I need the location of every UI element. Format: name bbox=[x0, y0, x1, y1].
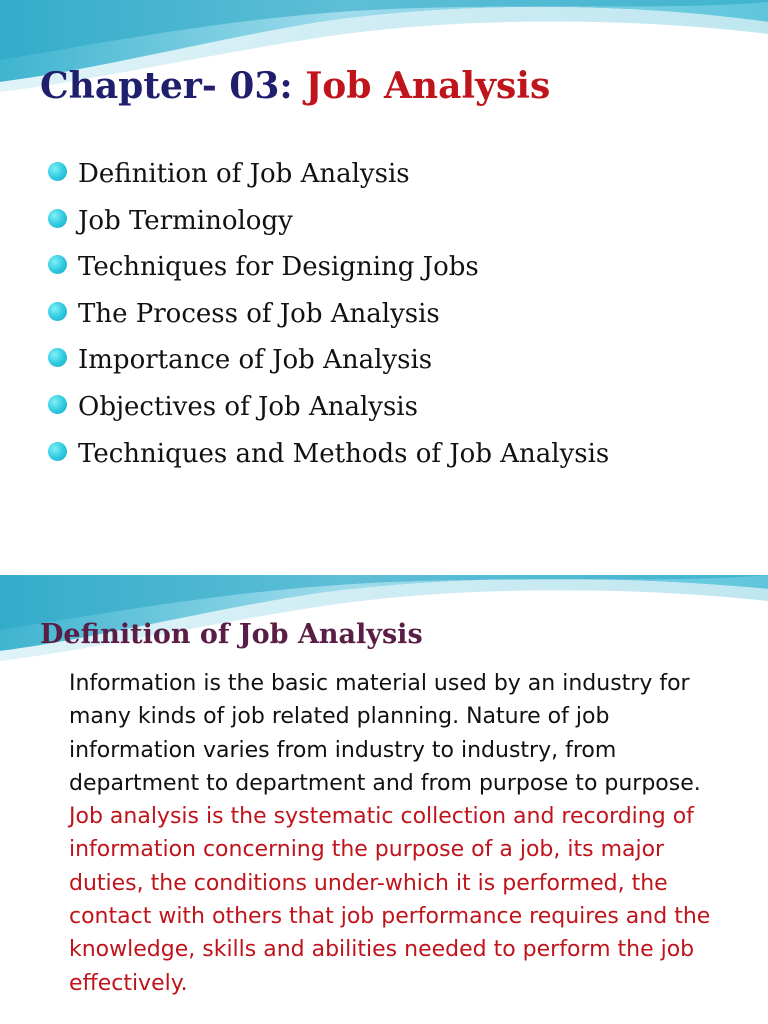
list-item bbox=[48, 201, 609, 248]
title-main: Job Analysis bbox=[305, 65, 551, 107]
bullet-dot-icon bbox=[48, 162, 67, 181]
bullet-dot-icon bbox=[48, 442, 67, 461]
paragraph-intro: Information is the basic material used by an industry for many kinds of job related planning. Nature of job information varies from industry to industry, from department to department and from purpose to purpose. bbox=[69, 671, 701, 796]
bullet-dot-icon bbox=[48, 209, 67, 228]
bullet-dot-icon bbox=[48, 348, 67, 367]
list-item-label: Techniques and Methods of Job Analysis bbox=[78, 438, 610, 469]
definition-paragraph bbox=[69, 667, 729, 1000]
list-item-label: Job Terminology bbox=[78, 205, 293, 236]
slide-title: Definition of Job Analysis bbox=[40, 619, 423, 650]
bullet-dot-icon bbox=[48, 302, 67, 321]
slide-separator bbox=[0, 530, 768, 575]
title-prefix: Chapter- 03: bbox=[40, 65, 306, 107]
list-item-label: Importance of Job Analysis bbox=[78, 345, 433, 376]
slide-definition bbox=[0, 575, 768, 1024]
list-item bbox=[48, 154, 609, 201]
list-item-label: Techniques for Designing Jobs bbox=[78, 252, 479, 283]
list-item bbox=[48, 434, 609, 481]
list-item bbox=[48, 247, 609, 294]
slide-title bbox=[40, 62, 550, 110]
bullet-dot-icon bbox=[48, 255, 67, 274]
bullet-dot-icon bbox=[48, 395, 67, 414]
topic-list bbox=[48, 154, 609, 480]
list-item-label: The Process of Job Analysis bbox=[78, 298, 440, 329]
list-item-label: Definition of Job Analysis bbox=[78, 159, 410, 189]
list-item bbox=[48, 387, 609, 434]
list-item-label: Objectives of Job Analysis bbox=[78, 391, 418, 422]
paragraph-definition-highlight: Job analysis is the systematic collection and recording of information concerning the purpose of a job, its major duties, the conditions under-which it is performed, the contact with others that job performance requires and the knowledge, skills and abilities needed to perform the job effectively. bbox=[69, 804, 711, 996]
list-item bbox=[48, 294, 609, 341]
list-item bbox=[48, 340, 609, 387]
